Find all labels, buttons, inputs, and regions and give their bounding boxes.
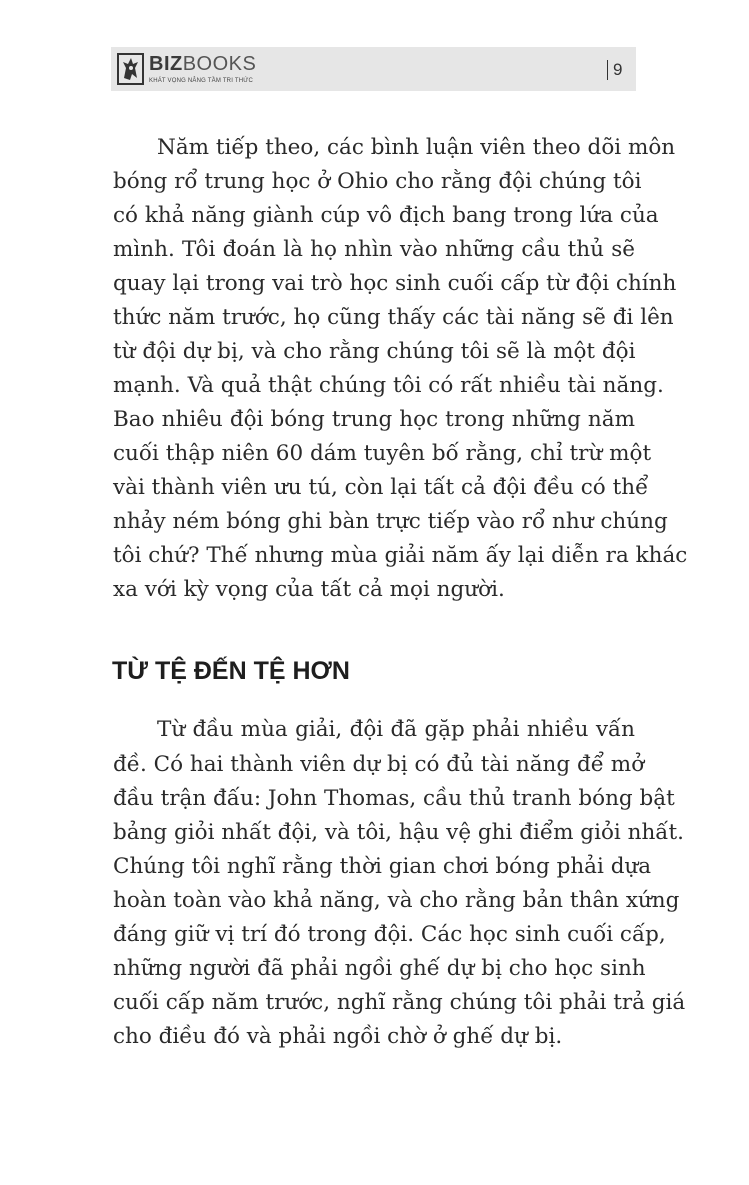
text-line: cho điều đó và phải ngồi chờ ở ghế dự bị.	[113, 1024, 563, 1049]
text-line: xa với kỳ vọng của tất cả mọi người.	[113, 577, 505, 602]
text-line: Chúng tôi nghĩ rằng thời gian chơi bóng phải dựa	[113, 854, 652, 879]
text-line: có khả năng giành cúp vô địch bang trong lứa của	[113, 203, 659, 228]
text-line: tôi chứ? Thế nhưng mùa giải năm ấy lại diễn ra khác	[113, 543, 688, 568]
text-line: nhảy ném bóng ghi bàn trực tiếp vào rổ như chúng	[113, 509, 668, 534]
text-line: những người đã phải ngồi ghế dự bị cho học sinh	[113, 956, 646, 981]
page-number-divider	[607, 60, 608, 80]
text-line: hoàn toàn vào khả năng, và cho rằng bản thân xứng	[113, 888, 680, 913]
text-line: bảng giỏi nhất đội, và tôi, hậu vệ ghi điểm giỏi nhất.	[113, 820, 684, 845]
text-line: mạnh. Và quả thật chúng tôi có rất nhiều tài năng.	[113, 373, 664, 398]
text-line: vài thành viên ưu tú, còn lại tất cả đội đều có thể	[113, 475, 649, 500]
text-line: Từ đầu mùa giải, đội đã gặp phải nhiều vấn	[157, 717, 635, 742]
text-line: đầu trận đấu: John Thomas, cầu thủ tranh bóng bật	[113, 786, 675, 811]
text-line: quay lại trong vai trò học sinh cuối cấp từ đội chính	[113, 271, 677, 296]
text-line: cuối cấp năm trước, nghĩ rằng chúng tôi phải trả giá	[113, 990, 686, 1015]
text-line: Năm tiếp theo, các bình luận viên theo dõi môn	[157, 135, 676, 160]
text-line: đề. Có hai thành viên dự bị có đủ tài năng để mở	[113, 752, 645, 777]
section-heading: TỪ TỆ ĐẾN TỆ HƠN	[112, 657, 350, 685]
brand-tagline: KHÁT VỌNG NÂNG TẦM TRI THỨC	[149, 78, 254, 84]
brand-name: BIZBOOKS	[149, 53, 257, 75]
text-line: đáng giữ vị trí đó trong đội. Các học sinh cuối cấp,	[113, 922, 666, 947]
text-line: từ đội dự bị, và cho rằng chúng tôi sẽ là một đội	[113, 339, 636, 364]
bizbooks-logo-icon	[117, 53, 144, 85]
text-line: bóng rổ trung học ở Ohio cho rằng đội chúng tôi	[113, 169, 642, 194]
page-number: 9	[613, 60, 623, 79]
text-line: cuối thập niên 60 dám tuyên bố rằng, chỉ trừ một	[113, 441, 652, 466]
text-line: mình. Tôi đoán là họ nhìn vào những cầu thủ sẽ	[113, 237, 635, 262]
text-line: Bao nhiêu đội bóng trung học trong những năm	[113, 407, 635, 432]
text-line: thức năm trước, họ cũng thấy các tài năng sẽ đi lên	[113, 305, 674, 330]
